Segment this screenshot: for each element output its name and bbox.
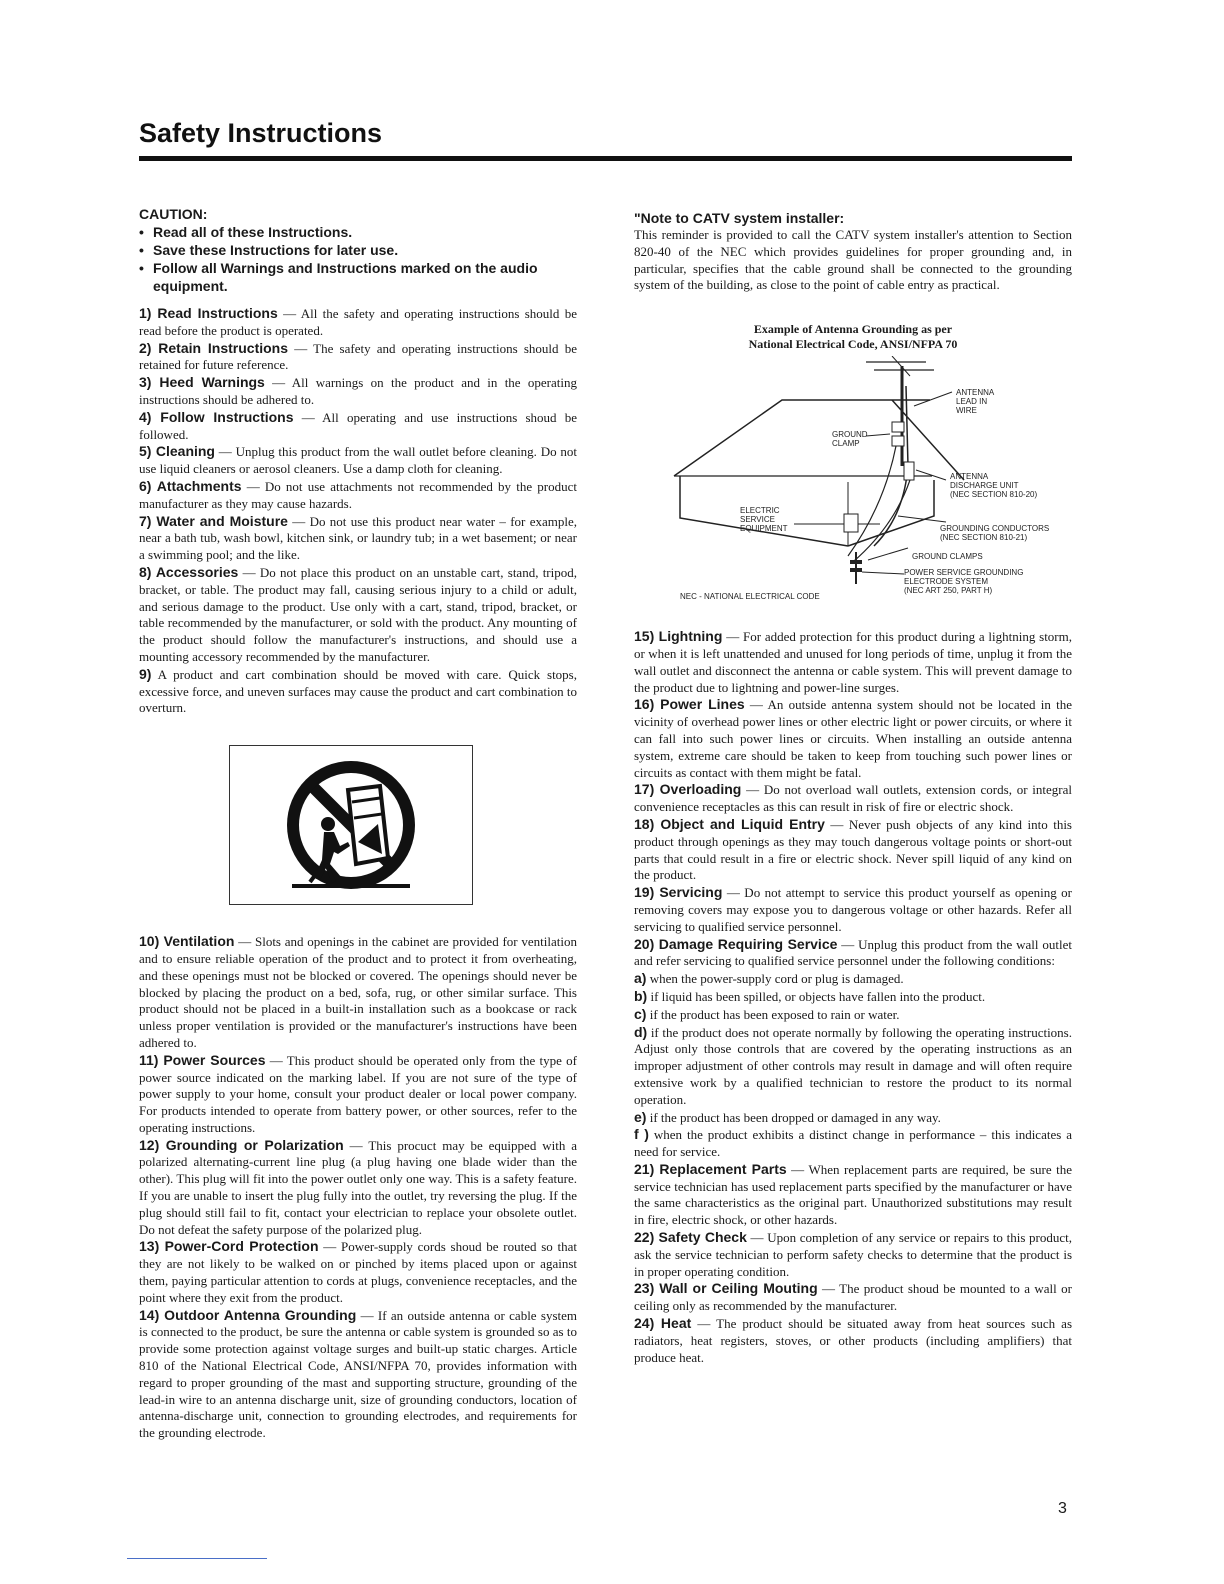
- item-body: — Do not attempt to service this product yourself as opening or removing covers may expose you to dangerous voltage or other hazards. Refer all servicing to qualified service personnel.: [634, 885, 1072, 934]
- figure-label: ELECTRIC SERVICE EQUIPMENT: [740, 506, 788, 534]
- cart-warning-figure: [229, 745, 473, 905]
- instruction-item: [139, 478, 577, 513]
- item-body: — The product should be situated away from heat sources such as radiators, heat registers, stoves, or other products (including amplifiers) that produce heat.: [634, 1316, 1073, 1365]
- item-body: — If an outside antenna or cable system is connected to the product, be sure the antenna or cable system is grounded so as to provide some protection against voltage surges and built-up static charges. Article 810 of the National Electrical Code, ANSI/NFPA 70, provides information with regard to proper grounding of the mast and supporting structure, grounding of the lead-in wire to an antenna discharge unit, size of grounding conductors, location of antenna-discharge unit, connection to grounding electrodes, and requirements for the grounding electrode.: [139, 1307, 577, 1441]
- item-heading: 10) Ventilation: [139, 933, 235, 950]
- instruction-item: [139, 1238, 577, 1306]
- instruction-item: [634, 1315, 1072, 1366]
- item-body: if the product does not operate normally by following the operating instructions. Adjust only those controls that are covered by the operating instructions as an improper adjustment of other controls may result in damage and will often require extensive work by a qualified technician to restore the product to its normal operation.: [634, 1024, 1072, 1107]
- page-number: 3: [1058, 1500, 1067, 1517]
- item-heading: 19) Servicing: [634, 884, 723, 901]
- item-body: — For added protection for this product during a lightning storm, or when it is left unattended and unused for long periods of time, unplug it from the wall outlet and disconnect the antenna or cable system. This will prevent damage to the product due to lightning and power-line surges.: [634, 629, 1072, 695]
- figure-label: POWER SERVICE GROUNDING ELECTRODE SYSTEM (NEC ART 250, PART H): [904, 568, 1024, 596]
- condition-item: [634, 1126, 1072, 1161]
- caution-bullet: • Save these Instructions for later use.: [139, 242, 399, 258]
- item-body: — The safety and operating instructions should be retained for future reference.: [139, 340, 577, 373]
- item-body: A product and cart combination should be moved with care. Quick stops, excessive force, and uneven surfaces may cause the product and cart combination to overturn.: [139, 666, 577, 716]
- caution-heading: CAUTION:: [139, 206, 208, 222]
- instruction-item: [139, 666, 577, 717]
- cart-tipover-icon: [230, 746, 472, 904]
- item-body: — An outside antenna system should not be located in the vicinity of overhead power lines or other electric light or power circuits, or where it can fall into such power lines or circuits. When installing an outside antenna system, extreme care should be taken to keep from touching such power lines or circuits as contact with them might be fatal.: [634, 697, 1073, 780]
- item-body: — All warnings on the product and in the operating instructions should be adhered to.: [139, 375, 577, 407]
- item-heading: 2) Retain Instructions: [139, 339, 289, 356]
- instruction-item: [139, 340, 577, 375]
- instruction-item: [139, 1052, 577, 1137]
- figure-label: GROUNDING CONDUCTORS (NEC SECTION 810-21): [940, 524, 1050, 543]
- item-heading: 14) Outdoor Antenna Grounding: [139, 1306, 357, 1323]
- item-body: — This procuct may be equipped with a polarized alternating-current line plug (a plug having one blade wider than the other). This plug will fit into the power outlet only one way. This is a safety feature. If you are unable to insert the plug fully into the outlet, try reversing the plug. If the plug should still fail to fit, contact your electrician to replace your obsolete outlet. Do not defeat the safety purpose of the polarized plug.: [139, 1137, 577, 1237]
- caution-bullet: • Follow all Warnings and Instructions marked on the audio equipment.: [139, 260, 538, 294]
- instruction-item: [634, 696, 1072, 781]
- instruction-item: [634, 1229, 1072, 1280]
- item-body: — Do not use this product near water – for example, near a bath tub, wash bowl, kitchen sink, or laundry tub; in a wet basement; or near a swimming pool; and the like.: [139, 513, 577, 563]
- instruction-item: [139, 1137, 577, 1239]
- item-heading: 12) Grounding or Polarization: [139, 1136, 344, 1153]
- item-heading: 15) Lightning: [634, 628, 723, 645]
- title-rule: [139, 156, 1072, 161]
- item-body: — The product shoud be mounted to a wall or ceiling only as recommended by the manufacturer.: [634, 1281, 1072, 1314]
- footer-line: [127, 1558, 267, 1559]
- item-body: — Slots and openings in the cabinet are provided for ventilation and to ensure reliable operation of the product and to protect it from overheating, and these openings must not be blocked or covered. The openings should never be blocked by placing the product on a bed, sofa, rug, or other similar surface. This product should not be placed in a built-in installation such as a bookcase or rack unless proper ventilation is provided or the manufacturer's instructions have been adhered to.: [139, 934, 577, 1050]
- condition-item: [634, 988, 1072, 1006]
- item-body: — Upon completion of any service or repairs to this product, ask the service technician to perform safety checks to determine that the product is in proper operating condition.: [634, 1230, 1073, 1279]
- instruction-item: [634, 628, 1072, 696]
- item-heading: 20) Damage Requiring Service: [634, 935, 838, 952]
- right-column: [634, 209, 1072, 1366]
- figure-label: ANTENNA LEAD IN WIRE: [956, 388, 995, 416]
- item-heading: 11) Power Sources: [139, 1051, 266, 1068]
- item-heading: 24) Heat: [634, 1315, 692, 1332]
- instruction-item: [139, 409, 577, 444]
- figure-label: ANTENNA DISCHARGE UNIT (NEC SECTION 810-20): [950, 472, 1038, 500]
- item-body: — Do not use attachments not recommended by the product manufacturer as they may cause hazards.: [139, 478, 577, 511]
- item-heading: 23) Wall or Ceiling Mouting: [634, 1280, 818, 1297]
- item-body: — Do not overload wall outlets, extension cords, or integral convenience receptacles as this can result in risk of fire or electric shock.: [634, 782, 1072, 815]
- item-heading: 3) Heed Warnings: [139, 374, 265, 391]
- figure-title: Example of Antenna Grounding as per National Electrical Code, ANSI/NFPA 70: [748, 322, 958, 352]
- item-heading: e): [634, 1108, 647, 1125]
- item-heading: 7) Water and Moisture: [139, 512, 288, 529]
- instruction-item: [139, 933, 577, 1052]
- item-body: when the power-supply cord or plug is damaged.: [646, 971, 904, 987]
- item-heading: d): [634, 1023, 648, 1040]
- instruction-item: [139, 564, 577, 666]
- note-body: This reminder is provided to call the CATV system installer's attention to Section 820-40 of the NEC which provides guidelines for proper grounding and, in particular, specifies that the cable ground shall be connected to the grounding system of the building, as close to the point of cable entry as practical.: [634, 227, 1072, 293]
- item-body: if the product has been dropped or damaged in any way.: [646, 1109, 941, 1125]
- instruction-item: [139, 374, 577, 409]
- caution-block: [139, 205, 577, 295]
- condition-item: [634, 1024, 1072, 1109]
- item-heading: 8) Accessories: [139, 563, 239, 580]
- item-heading: 17) Overloading: [634, 781, 742, 798]
- instruction-item: [634, 1280, 1072, 1315]
- instruction-item: [139, 443, 577, 478]
- item-body: — When replacement parts are required, be sure the service technician has used replacement parts specified by the manufacturer or have the same characteristics as the original part. Unauthorized substitutions may result in fire, electric shock, or other hazards.: [634, 1161, 1072, 1228]
- item-heading: 5) Cleaning: [139, 443, 215, 460]
- condition-item: [634, 970, 1072, 988]
- note-title: "Note to CATV system installer:: [634, 210, 845, 226]
- item-body: if the product has been exposed to rain or water.: [646, 1006, 900, 1022]
- item-heading: c): [634, 1005, 647, 1022]
- item-heading: 18) Object and Liquid Entry: [634, 815, 825, 832]
- caution-bullet: • Read all of these Instructions.: [139, 224, 353, 240]
- caution-list: [139, 223, 577, 295]
- item-heading: 1) Read Instructions: [139, 305, 278, 321]
- item-body: — Do not place this product on an unstable cart, stand, tripod, bracket, or table. The product may fall, causing serious injury to a child or adult, and serious damage to the product. Use only with a cart, stand, tripod, bracket, or table recommended by the manufacturer, or sold with the product. Any mounting of the product should follow the manufacturer's instructions, and should use a mounting accessory recommended by the manufacturer.: [139, 564, 578, 664]
- item-heading: 9): [139, 665, 152, 682]
- item-body: if liquid has been spilled, or objects have fallen into the product.: [647, 988, 986, 1004]
- left-column: [139, 205, 577, 1442]
- instruction-item: [139, 1307, 577, 1442]
- item-heading: 13) Power-Cord Protection: [139, 1238, 319, 1255]
- instruction-item: [634, 781, 1072, 816]
- instruction-item: [634, 936, 1072, 971]
- item-body: — All operating and use instructions shoud be followed.: [139, 409, 577, 442]
- item-heading: 6) Attachments: [139, 477, 242, 494]
- item-heading: 16) Power Lines: [634, 696, 745, 713]
- instruction-item: [634, 884, 1072, 935]
- figure-label: NEC - NATIONAL ELECTRICAL CODE: [680, 592, 820, 602]
- item-heading: b): [634, 987, 648, 1004]
- instruction-item: [139, 305, 577, 340]
- item-heading: 21) Replacement Parts: [634, 1160, 787, 1177]
- item-heading: f ): [634, 1126, 649, 1143]
- item-body: — Unplug this product from the wall outlet before cleaning. Do not use liquid cleaners or aerosol cleaners. Use a damp cloth for cleaning.: [139, 444, 577, 477]
- condition-item: [634, 1006, 1072, 1024]
- condition-item: [634, 1109, 1072, 1127]
- instruction-item: [634, 1161, 1072, 1229]
- item-heading: a): [634, 970, 647, 987]
- item-body: — Unplug this product from the wall outlet and refer servicing to qualified service personnel under the following conditions:: [634, 936, 1072, 969]
- instruction-item: [139, 513, 577, 564]
- item-body: — Power-supply cords shoud be routed so that they are not likely to be walked on or pinched by items placed upon or against them, paying particular attention to cords at plugs, convenience receptacles, and the point where they exit from the product.: [139, 1239, 577, 1305]
- item-heading: 22) Safety Check: [634, 1229, 747, 1246]
- item-body: — Never push objects of any kind into this product through openings as they may touch dangerous voltage points or short-out parts that could result in a fire or electric shock. Never spill liquid of any kind on the product.: [634, 816, 1072, 883]
- instruction-item: [634, 816, 1072, 884]
- figure-label: GROUND CLAMPS: [912, 552, 983, 562]
- page-title: Safety Instructions: [139, 118, 383, 148]
- item-body: when the product exhibits a distinct change in performance – this indicates a need for service.: [634, 1127, 1073, 1160]
- figure-label: GROUND CLAMP: [832, 430, 868, 449]
- item-body: — All the safety and operating instructions should be read before the product is operated.: [139, 306, 577, 338]
- item-heading: 4) Follow Instructions: [139, 408, 294, 425]
- antenna-grounding-figure: [634, 356, 1072, 618]
- item-body: — This product should be operated only from the type of power source indicated on the marking label. If you are not sure of the type of power supply to your home, consult your product dealer or local power company. For products intended to operate from battery power, or other sources, refer to the operating instructions.: [139, 1052, 577, 1135]
